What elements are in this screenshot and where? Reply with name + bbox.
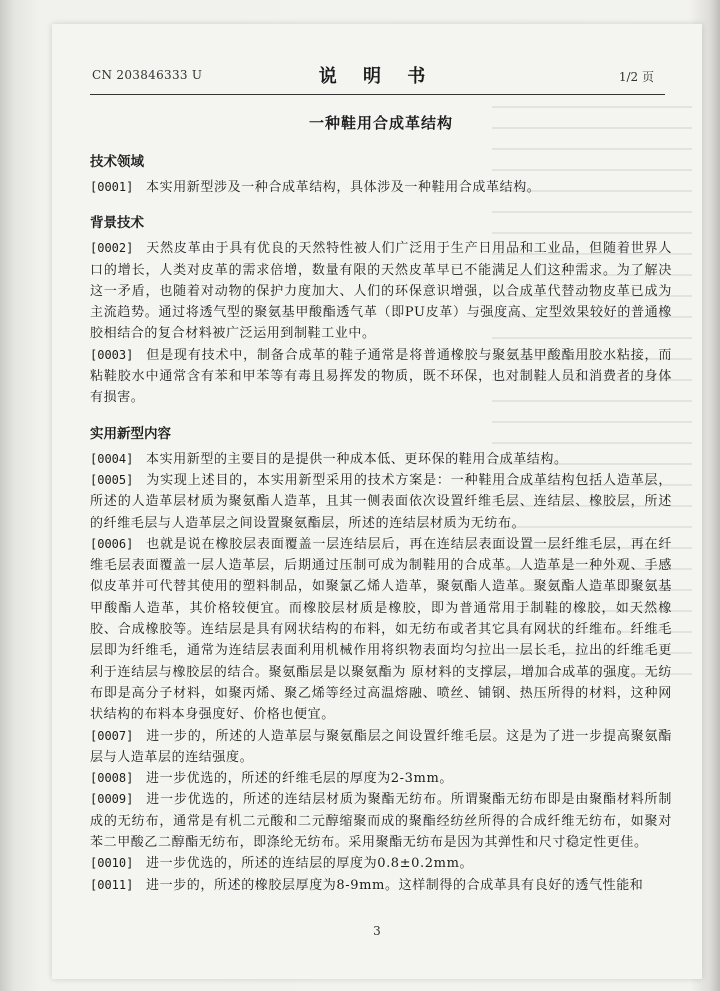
paragraph [90,875,672,896]
paragraph-text: 但是现有技术中，制备合成革的鞋子通常是将普通橡胶与聚氨基甲酸酯用胶水粘接，而粘鞋胶水中通常含有苯和甲苯等有毒且易挥发的物质，既不环保，也对制鞋人员和消费者的身体有损害。 [90,347,672,406]
paragraph [90,345,672,409]
document-title: 一种鞋用合成革结构 [308,114,453,132]
paragraph [90,768,672,789]
paragraph-number: [0002] [90,241,134,256]
paragraph-number: [0008] [90,771,134,786]
paragraph [90,238,672,344]
paragraph-number: [0009] [90,792,134,807]
section-technical-field [90,151,672,198]
section-utility-content [90,423,672,896]
paragraph-text: 本实用新型涉及一种合成革结构，具体涉及一种鞋用合成革结构。 [146,180,541,195]
paragraph-number: [0010] [90,856,134,871]
section-heading: 技术领域 [90,154,144,170]
paragraph [90,470,672,534]
paragraph [90,534,672,726]
document-number: CN 203846333 U [92,68,203,82]
paragraph-text: 本实用新型的主要目的是提供一种成本低、更环保的鞋用合成革结构。 [146,451,568,467]
paragraph [90,449,672,470]
paragraph-text: 进一步的，所述的橡胶层厚度为8-9mm。这样制得的合成革具有良好的透气性能和 [146,877,644,893]
paragraph-text: 进一步优选的，所述的纤维毛层的厚度为2-3mm。 [146,771,453,787]
paragraph-number: [0005] [90,472,134,487]
paragraph-text: 进一步的，所述的人造革层与聚氨酯层之间设置纤维毛层。这是为了进一步提高聚氨酯层与人造革层的连结强度。 [90,728,672,765]
paragraph-text: 进一步优选的，所述的连结层的厚度为0.8±0.2mm。 [146,856,474,872]
paragraph-number: [0006] [90,536,134,551]
paragraph-number: [0003] [90,347,134,362]
section-background-art [90,212,672,408]
paragraph [90,726,672,769]
paragraph [90,177,672,198]
paragraph-number: [0004] [90,451,134,466]
page-info: 1/2 页 [618,70,654,84]
paragraph [90,789,672,853]
page-number: 3 [373,924,381,938]
paragraph-number: [0001] [90,180,134,194]
paragraph-text: 也就是说在橡胶层表面覆盖一层连结层后，再在连结层表面设置一层纤维毛层，再在纤维毛层表面覆盖一层人造革层，后期通过压制可成为制鞋用的合成革。人造革是一种外观、手感似皮革并可代替其使用的塑料制品，如聚氯乙烯人造革，聚氨酯人造革。聚氨酯人造革即聚氨基甲酸酯人造革，其价格较便宜。而橡胶层材质是橡胶，即为普通常用于制鞋的橡胶，如天然橡胶、合成橡胶等。连结层是具有网状结构的布料，如无纺布或者其它具有网状的纤维布。纤维毛层即为纤维毛，通常为连结层表面利用机械作用将织物表面均匀拉出一层长毛，拉出的纤维毛更利于连结层与橡胶层的结合。聚氨酯层是以聚氨酯为 原材料的支撑层，增加合成革的强度。无纺布即是高分子材料，如聚丙烯、聚乙烯等经过高温熔融、喷丝、铺钢、热压所得的材料，这种网状结构的布料本身强度好、价格也便宜。 [90,536,672,723]
section-heading: 实用新型内容 [90,425,171,442]
section-heading: 背景技术 [90,215,144,232]
document-body [90,106,672,896]
document-type-title: 说 明 书 [318,66,436,87]
paragraph-text: 进一步优选的，所述的连结层材质为聚酯无纺布。所谓聚酯无纺布即是由聚酯材料所制成的无纺布，通常是有机二元酸和二元醇缩聚而成的聚酯经纺丝所得的合成纤维无纺布，如聚对苯二甲酸乙二醇酯无纺布，即涤纶无纺布。采用聚酯无纺布是因为其弹性和尺寸稳定性更佳。 [90,792,672,851]
paragraph-text: 天然皮革由于具有优良的天然特性被人们广泛用于生产日用品和工业品，但随着世界人口的增长，人类对皮革的需求倍增，数量有限的天然皮革早已不能满足人们这种需求。为了解决这一矛盾，也随着对动物的保护力度加大、人们的环保意识增强，以合成革代替动物皮革已成为主流趋势。通过将透气型的聚氨基甲酸酯透气革（即PU皮革）与强度高、定型效果较好的普通橡胶相结合的复合材料被广泛运用到制鞋工业中。 [90,241,672,342]
document-page [52,24,702,979]
paragraph [90,853,672,874]
paragraph-number: [0007] [90,728,134,743]
paragraph-text: 为实现上述目的，本实用新型采用的技术方案是：一种鞋用合成革结构包括人造革层，所述的人造革层材质为聚氨酯人造革，且其一侧表面依次设置纤维毛层、连结层、橡胶层，所述的纤维毛层与人造革层之间设置聚氨酯层，所述的连结层材质为无纺布。 [90,472,672,531]
paragraph-number: [0011] [90,877,134,892]
header-rule [90,94,665,95]
